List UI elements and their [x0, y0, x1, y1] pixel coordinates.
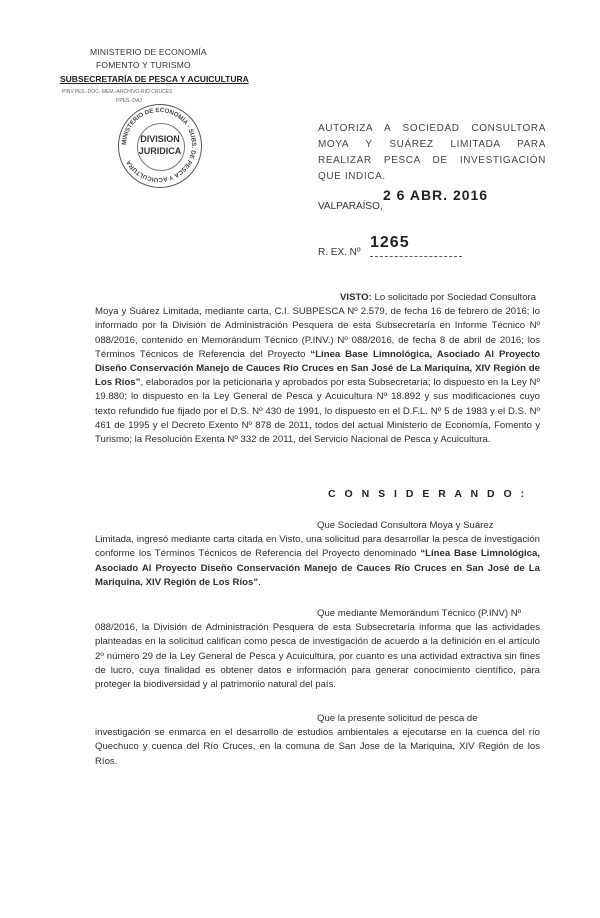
considerando-paragraph-3 [95, 712, 540, 769]
visto-body [95, 305, 540, 447]
resolution-date: 2 6 ABR. 2016 [383, 187, 489, 203]
considerando-p1-end: . [258, 576, 261, 588]
division-juridica-stamp [118, 104, 202, 188]
visto-label: VISTO: [340, 292, 372, 303]
considerando-paragraph-2 [95, 607, 540, 692]
ministry-name: MINISTERIO DE ECONOMÍA [90, 47, 207, 57]
considerando-p2-first-line: Que mediante Memorándum Técnico (P.INV) Nº [317, 608, 522, 619]
considerando-p1-first-line: Que Sociedad Consultora Moya y Suárez [317, 520, 494, 531]
rex-number: 1265 [370, 234, 410, 251]
reference-line: PINV.PES.-DOC.-MEM.-ARCHIVO-RIO CRUCES [62, 89, 173, 95]
subsecretaria-name: SUBSECRETARÍA DE PESCA Y ACUICULTURA [60, 74, 249, 84]
visto-section [95, 291, 540, 447]
ministry-subtitle: FOMENTO Y TURISMO [96, 60, 191, 70]
considerando-paragraph-1 [95, 519, 540, 590]
visto-text-a: Moya y Suárez Limitada, mediante carta, C.I. SUBPESCA Nº 2.579, de fecha 16 de febrero de 2016; lo informado por la División de Administración Pesquera de esta Subsecretaría en Informe Técnico Nº 088/2016, contenido en Memorándum Técnico (P.INV.) Nº 088/2016, de fecha 8 de abril de 2016; los Términos Técnicos de Referencia del Proyecto [95, 306, 540, 360]
stamp-ring-text: MINISTERIO DE ECONOMÍA · SUBS. DE PESCA Y ACUICULTURA [120, 106, 198, 184]
considerando-p3-first-line: Que la presente solicitud de pesca de [317, 713, 478, 724]
rex-number-underline [370, 256, 462, 257]
resolution-subject: AUTORIZA A SOCIEDAD CONSULTORA MOYA Y SUÁREZ LIMITADA PARA REALIZAR PESCA DE INVESTIGACIÓN QUE INDICA. [318, 123, 546, 182]
stamp-line-2: JURIDICA [138, 146, 182, 156]
visto-text-b: , elaborados por la peticionaria y aprobados por esta Subsecretaría; lo dispuesto en la Ley Nº 19.880; lo dispuesto en la Ley General de Pesca y Acuicultura Nº 18.892 y sus modificaciones cuyo texto refundido fue fijado por el D.S. Nº 430 de 1991, lo dispuesto en el D.F.L. Nº 5 de 1983 y el D.S. Nº 461 de 1995 y el Decreto Exento Nº 878 de 2011, todos del actual Ministerio de Economía, Fomento y Turismo; la Resolución Exenta Nº 332 de 2011, del Servicio Nacional de Pesca y Acuicultura. [95, 377, 540, 446]
place-label: VALPARAÍSO, [318, 201, 383, 212]
considerando-p2-body: 088/2016, la División de Administración Pesquera de esta Subsecretaría informa que las actividades planteadas en la solicitud califican como pesca de investigación de acuerdo a la definición en el artículo 2º número 29 de la Ley General de Pesca y Acuicultura, por cuanto es una actividad extractiva sin fines de lucro, cuya finalidad es obtener datos e información para generar conocimiento científico, para proteger la biodiversidad y al patrimonio natural del país. [95, 622, 540, 691]
considerando-p1-text: Limitada, ingresó mediante carta citada en Visto, una solicitud para desarrollar la pesca de investigación conforme los Términos Técnicos de Referencia del Proyecto denominado [95, 534, 540, 560]
considerando-p3-body: investigación se enmarca en el desarrollo de estudios ambientales a ejecutarse en la cuenca del río Quechuco y cuenca del Río Cruces, en la comuna de San Jose de la Mariquina, XIV Región de los Ríos. [95, 727, 540, 767]
considerando-p1-title: “Línea Base Limnológica, Asociado Al Proyecto Diseño Conservación Manejo de Cauces Río Cruces en San José de La Mariquina, XIV Región de Los Ríos” [95, 548, 540, 588]
considerando-heading: C O N S I D E R A N D O : [328, 488, 528, 500]
reference-line-2: PPES.-DAJ [116, 98, 142, 104]
visto-first-text: Lo solicitado por Sociedad Consultora [374, 292, 537, 303]
rex-label: R. EX. Nº [318, 247, 361, 258]
stamp-line-1: DIVISION [140, 134, 180, 144]
visto-project-title: “Línea Base Limnológica, Asociado Al Proyecto Diseño Conservación Manejo de Cauces Río Cruces en San José de La Mariquina, XIV Región de Los Ríos” [95, 348, 541, 389]
considerando-p1-body [95, 533, 540, 590]
visto-first-line [95, 291, 540, 305]
